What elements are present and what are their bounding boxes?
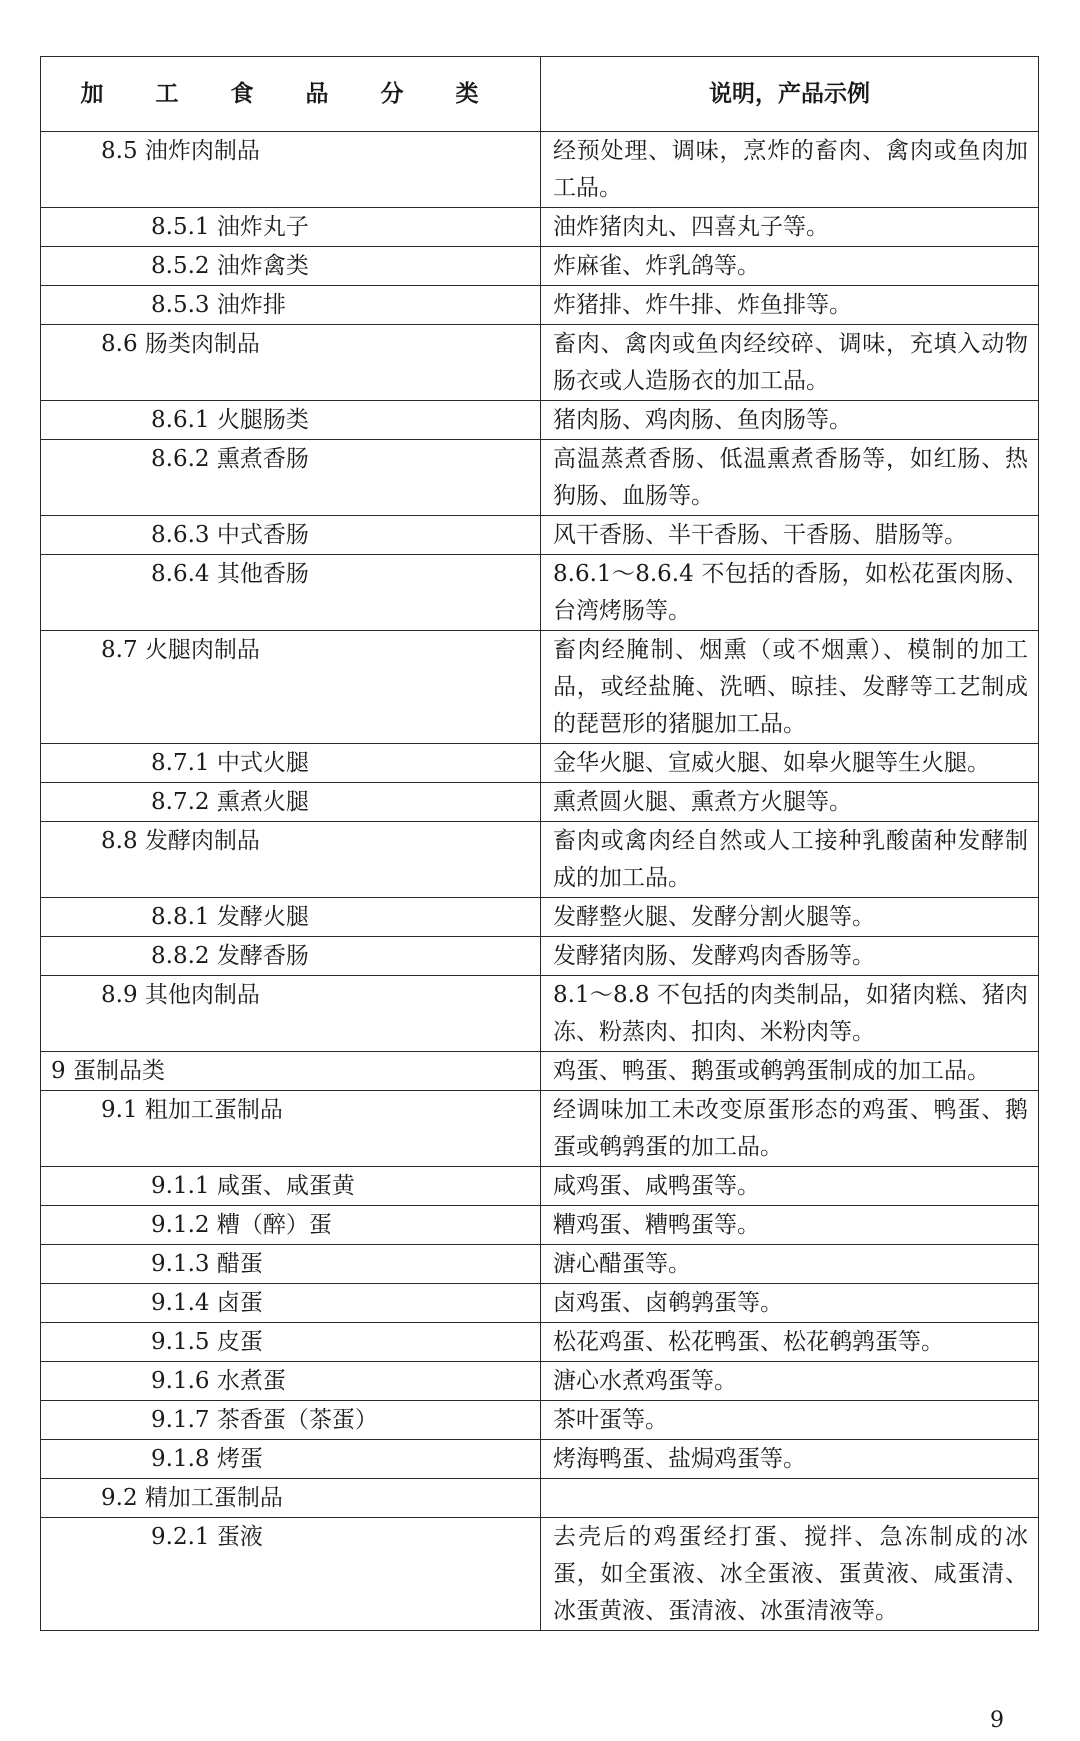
table-header-row — [41, 57, 1039, 132]
category-cell: 9.1.6 水煮蛋 — [41, 1362, 541, 1401]
category-cell: 8.5.3 油炸排 — [41, 286, 541, 325]
table-row — [41, 822, 1039, 898]
table-row — [41, 744, 1039, 783]
table-body — [41, 132, 1039, 1631]
table-row — [41, 1518, 1039, 1631]
description-cell: 炸猪排、炸牛排、炸鱼排等。 — [541, 286, 1039, 325]
category-cell: 9.1 粗加工蛋制品 — [41, 1091, 541, 1167]
description-cell: 畜肉经腌制、烟熏（或不烟熏）、模制的加工品，或经盐腌、洗晒、晾挂、发酵等工艺制成的琵琶形的猪腿加工品。 — [541, 631, 1039, 744]
description-cell: 烤海鸭蛋、盐焗鸡蛋等。 — [541, 1440, 1039, 1479]
category-cell: 8.5 油炸肉制品 — [41, 132, 541, 208]
food-classification-table — [40, 56, 1039, 1631]
table-row — [41, 516, 1039, 555]
table-row — [41, 555, 1039, 631]
table-row — [41, 1245, 1039, 1284]
description-cell: 发酵猪肉肠、发酵鸡肉香肠等。 — [541, 937, 1039, 976]
description-cell: 糟鸡蛋、糟鸭蛋等。 — [541, 1206, 1039, 1245]
category-cell: 9.1.3 醋蛋 — [41, 1245, 541, 1284]
description-cell: 咸鸡蛋、咸鸭蛋等。 — [541, 1167, 1039, 1206]
description-cell: 溏心水煮鸡蛋等。 — [541, 1362, 1039, 1401]
category-cell: 8.6.1 火腿肠类 — [41, 401, 541, 440]
description-cell: 溏心醋蛋等。 — [541, 1245, 1039, 1284]
category-cell: 8.8 发酵肉制品 — [41, 822, 541, 898]
category-cell: 9.1.4 卤蛋 — [41, 1284, 541, 1323]
table-row — [41, 401, 1039, 440]
table-row — [41, 1091, 1039, 1167]
description-cell: 高温蒸煮香肠、低温熏煮香肠等，如红肠、热狗肠、血肠等。 — [541, 440, 1039, 516]
category-cell: 8.8.2 发酵香肠 — [41, 937, 541, 976]
description-cell: 茶叶蛋等。 — [541, 1401, 1039, 1440]
category-cell: 8.9 其他肉制品 — [41, 976, 541, 1052]
description-cell: 猪肉肠、鸡肉肠、鱼肉肠等。 — [541, 401, 1039, 440]
category-cell: 9.1.1 咸蛋、咸蛋黄 — [41, 1167, 541, 1206]
table-row — [41, 898, 1039, 937]
description-cell: 风干香肠、半干香肠、干香肠、腊肠等。 — [541, 516, 1039, 555]
table-row — [41, 208, 1039, 247]
category-cell: 8.7.1 中式火腿 — [41, 744, 541, 783]
description-cell: 经预处理、调味，烹炸的畜肉、禽肉或鱼肉加工品。 — [541, 132, 1039, 208]
description-cell: 油炸猪肉丸、四喜丸子等。 — [541, 208, 1039, 247]
description-cell: 熏煮圆火腿、熏煮方火腿等。 — [541, 783, 1039, 822]
table-row — [41, 1284, 1039, 1323]
description-cell: 8.6.1～8.6.4 不包括的香肠，如松花蛋肉肠、台湾烤肠等。 — [541, 555, 1039, 631]
header-description: 说明，产品示例 — [541, 57, 1039, 132]
description-cell: 金华火腿、宣威火腿、如皋火腿等生火腿。 — [541, 744, 1039, 783]
category-cell: 9 蛋制品类 — [41, 1052, 541, 1091]
table-row — [41, 976, 1039, 1052]
table-row — [41, 1052, 1039, 1091]
category-cell: 9.1.5 皮蛋 — [41, 1323, 541, 1362]
table-row — [41, 1362, 1039, 1401]
description-cell: 8.1～8.8 不包括的肉类制品，如猪肉糕、猪肉冻、粉蒸肉、扣肉、米粉肉等。 — [541, 976, 1039, 1052]
category-cell: 9.1.8 烤蛋 — [41, 1440, 541, 1479]
header-category: 加 工 食 品 分 类 — [41, 57, 541, 132]
table-row — [41, 286, 1039, 325]
description-cell: 炸麻雀、炸乳鸽等。 — [541, 247, 1039, 286]
table-row — [41, 783, 1039, 822]
table-row — [41, 1401, 1039, 1440]
description-cell: 去壳后的鸡蛋经打蛋、搅拌、急冻制成的冰蛋，如全蛋液、冰全蛋液、蛋黄液、咸蛋清、冰蛋黄液、蛋清液、冰蛋清液等。 — [541, 1518, 1039, 1631]
description-cell: 松花鸡蛋、松花鸭蛋、松花鹌鹑蛋等。 — [541, 1323, 1039, 1362]
category-cell: 8.6.3 中式香肠 — [41, 516, 541, 555]
table-row — [41, 440, 1039, 516]
category-cell: 9.1.7 茶香蛋（茶蛋） — [41, 1401, 541, 1440]
category-cell: 8.7 火腿肉制品 — [41, 631, 541, 744]
table-row — [41, 1440, 1039, 1479]
table-row — [41, 1167, 1039, 1206]
category-cell: 8.6.2 熏煮香肠 — [41, 440, 541, 516]
category-cell: 8.7.2 熏煮火腿 — [41, 783, 541, 822]
table-row — [41, 1323, 1039, 1362]
description-cell: 鸡蛋、鸭蛋、鹅蛋或鹌鹑蛋制成的加工品。 — [541, 1052, 1039, 1091]
category-cell: 8.5.2 油炸禽类 — [41, 247, 541, 286]
category-cell: 8.8.1 发酵火腿 — [41, 898, 541, 937]
description-cell — [541, 1479, 1039, 1518]
category-cell: 8.6 肠类肉制品 — [41, 325, 541, 401]
category-cell: 9.1.2 糟（醉）蛋 — [41, 1206, 541, 1245]
description-cell: 卤鸡蛋、卤鹌鹑蛋等。 — [541, 1284, 1039, 1323]
description-cell: 发酵整火腿、发酵分割火腿等。 — [541, 898, 1039, 937]
description-cell: 畜肉、禽肉或鱼肉经绞碎、调味，充填入动物肠衣或人造肠衣的加工品。 — [541, 325, 1039, 401]
table-row — [41, 1206, 1039, 1245]
table-row — [41, 1479, 1039, 1518]
description-cell: 经调味加工未改变原蛋形态的鸡蛋、鸭蛋、鹅蛋或鹌鹑蛋的加工品。 — [541, 1091, 1039, 1167]
table-row — [41, 132, 1039, 208]
category-cell: 8.6.4 其他香肠 — [41, 555, 541, 631]
category-cell: 9.2.1 蛋液 — [41, 1518, 541, 1631]
category-cell: 8.5.1 油炸丸子 — [41, 208, 541, 247]
table-row — [41, 247, 1039, 286]
page-number: 9 — [990, 1708, 1004, 1733]
table-row — [41, 325, 1039, 401]
table-row — [41, 631, 1039, 744]
category-cell: 9.2 精加工蛋制品 — [41, 1479, 541, 1518]
description-cell: 畜肉或禽肉经自然或人工接种乳酸菌种发酵制成的加工品。 — [541, 822, 1039, 898]
table-row — [41, 937, 1039, 976]
